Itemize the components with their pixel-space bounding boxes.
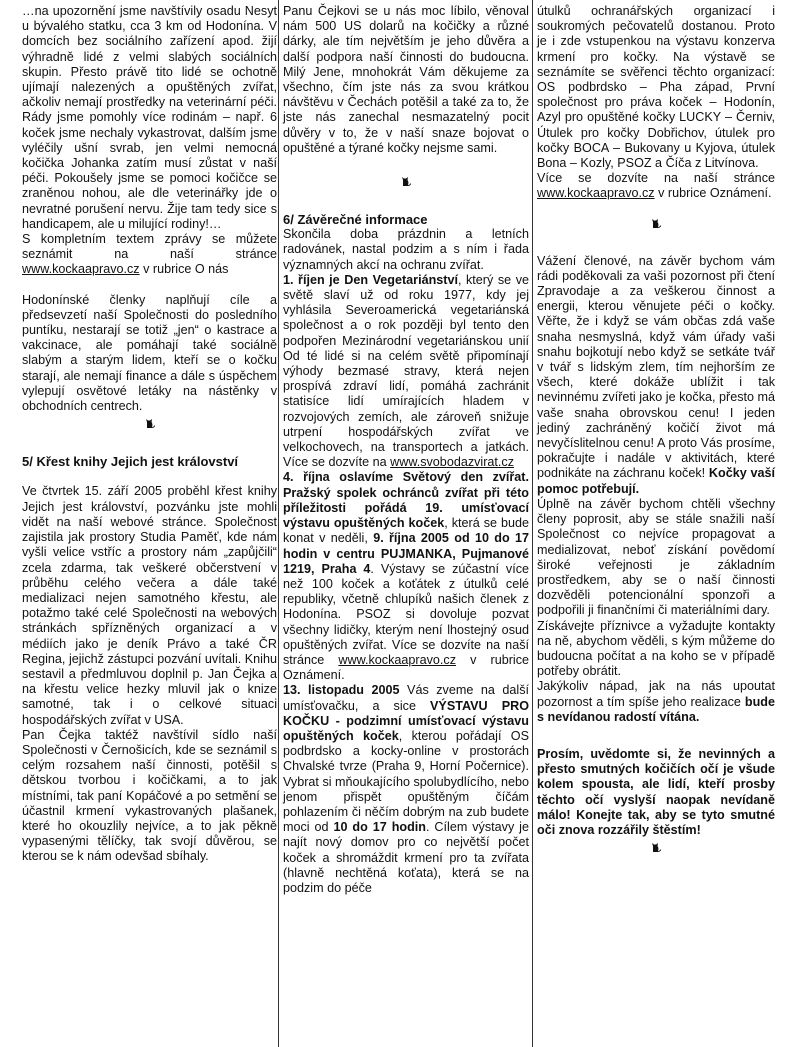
column-divider xyxy=(278,0,279,1047)
animal-day-section: v rubrice Oznámení. xyxy=(283,652,530,683)
ideas-welcome: bude s nevídanou radostí vítána. xyxy=(537,694,775,724)
cejka-thanks-paragraph: Panu Čejkovi se u nás moc líbilo, věnoval nám 500 US dolarů na kočičky a různé dárky, ale tím největším je jeho důvěra a další podpora naší činnosti do budoucna. Milý Jene, mnohokrát Vám děkujeme za všechno, čím jste nás za svou krátkou návštěvu v Čechách potěšil a také za to, že jste nás zanechal nesmazatelný pocit důvěry v to, že v naší snaze bojovat o opuštěné a týrané kočky nejsme sami. xyxy=(283,4,529,155)
thanks-paragraph xyxy=(537,254,775,497)
section-5-heading: 5/ Křest knihy Jejich jest království xyxy=(22,454,239,470)
section-6-heading: 6/ Závěrečné informace xyxy=(283,212,428,228)
vegetarian-day-text: , který se ve světě slaví už od roku 1977, kdy jej vyhlásila Severoamerická vegetariánská společnost a o rok později byl tento den podpořen Mezinárodní vegetariánskou unií Od té lidé si na celém světě připomínají výhody bezmasé stravy, která nejen prospívá zdraví lidí, pomáhá zachránit statisíce lidí umírajících hladem v rozvojových zemích, ale zároveň snižuje utrpení hospodářských zvířat ve velkochovech, na transportech a jatkách. Více se dozvíte na xyxy=(283,272,529,470)
vegetarian-day-paragraph xyxy=(283,273,529,471)
animal-day-title: 4. října oslavíme Světový den zvířat. Pražský spolek ochránců zvířat při této příležitosti pořádá 19. umísťovací výstavu opuštěných koček xyxy=(283,470,529,531)
thanks-text: Vážení členové, na závěr bychom vám rádi poděkovali za vaši pozornost při čtení Zpravodaje a za veškerou činnost a energii, kterou věnujete péči o kočky. Věřte, že i když se vám občas zdá vaše snaha nesmyslná, když vám úřady vaši snahu bojkotují nebo když se setkáte tvář v tvář s lidským zlem, tím nejhorším ze všech, které dokáže ublížit i tak nevinnému zvířeti jako je kočka, přesto má vaše snaha obrovskou cenu! I jeden jediný zachráněný kočičí život má nevyčíslitelnou cenu! A proto Vás prosíme, pokračujte i nadále v aktivitách, které podnikáte na záchranu koček! xyxy=(537,253,775,481)
november-show-details: , kterou pořádají OS podbrdsko a kocky-online v prostorách Chvalské tvrze (Praha 9, Horní Počernice). Vybrat si mňoukajícího spolubydlícího, nebo jenom přispět opuštěným číčám pohlazením či něčím dobrým na zub budete moci od xyxy=(283,728,529,835)
ideas-text: Jakýkoliv nápad, jak na nás upoutat pozornost a tím spíše jeho realizace xyxy=(537,679,775,709)
full-report-text: S kompletním textem zprávy se můžete seznámit na naší stránce xyxy=(22,232,277,262)
vegetarian-day-title: 1. říjen je Den Vegetariánství xyxy=(283,272,458,287)
hodonin-report-paragraph: …na upozornění jsme navštívily osadu Nesyt u bývalého statku, cca 3 km od Hodonína. V domcích bez sociálního zařízení apod. žijí výhradně lidé z velmi slabých sociálních skupin. Přesto právě tito lidé se ochotně ujímají nalezených a opuštěných zvířat, ačkoliv nemají prostředky na veterinární péči. Rády jsme pomohly více rodinám – např. 6 koček jsme nechaly vykastrovat, dalším jsme vyléčily ušní svrab, jen velmi nemocná kočička Johanka zatím musí zůstat v naší péči. Pokoušely jsme se pomoci kočičce se zraněnou nohou, ale dle veterinářky jde o nevratné porušení nervu. Žije tam tedy sice s handicapem, ale u milující rodiny!… xyxy=(22,4,277,231)
hodonin-members-paragraph: Hodonínské členky naplňují cíle a předsevzetí naší Společnosti do posledního puntíku, nestarají se totiž „jen“ o kastrace a vakcinace, ale pomáhají také sociálně slabým a starým lidem, kteří se o kočku starají, ale nemají finance a dále s úspěchem vylepují osvětové letáky na nástěnky v obchodních centrech. xyxy=(22,292,277,414)
cat-icon xyxy=(537,840,775,854)
svobodazvirat-link[interactable]: www.svobodazvirat.cz xyxy=(390,455,515,470)
autumn-intro-paragraph: Skončila doba prázdnin a letních radovánek, nastal podzim a s ním i řada významných akcí na ochranu zvířat. xyxy=(283,227,529,272)
cat-icon xyxy=(283,174,529,188)
full-report-note xyxy=(22,232,277,278)
cat-icon xyxy=(22,416,277,430)
november-show-paragraph xyxy=(283,683,529,896)
more-info-section: v rubrice Oznámení. xyxy=(654,186,772,201)
organizations-paragraph: útulků ochranářských organizací i soukromých pečovatelů dostanou. Proto je i zde vstupenkou na výstavu konzerva krmení pro kočky. Na výstavě se seznámíte se svěřenci těchto organizací: OS podbrdsko – Pha západ, První společnost pro práva koček – Hodonín, Azyl pro opuštěné kočky LUCKY – Černiv, Útulek pro kočky Dobřichov, útulek pro kočky BOCA – Bukovany u Kyjova, útulek Bona – Kozly, PSOZ a Číča z Litvínova. xyxy=(537,4,775,171)
animal-day-venue: 9. října 2005 od 10 do 17 hodin v centru PUJMANKA, Pujmanové 1219, Praha 4 xyxy=(283,531,529,576)
book-launch-paragraph: Ve čtvrtek 15. září 2005 proběhl křest knihy Jejich jest království, pozvánku jste mohli vidět na naší webové stránce. Společnost zajistila jak prostory Studia Paměť, kde nám vyšli velice vstříc a prostory nám „zapůjčili“ zcela zdarma, tak veškeré občerstvení v průběhu celého večera a dále také medializaci nejen samotného křestu, ale potažmo také celé Společnosti na webových stránkách spřízněných organizací a v médiích jako je deník Právo a také ČR Regina, jejichž zástupci pozvání uvítali. Knihu sestavil a předmluvou doplnil p. Jan Čejka a na křestu velice hezky mluvil jak o knize samotné, tak i o celkové situaci hospodářských zvířat v USA. xyxy=(22,484,277,727)
cats-need-help: Kočky vaší pomoc potřebují. xyxy=(537,466,776,496)
november-show-title: VÝSTAVU PRO KOČKU - podzimní umísťovací výstavu opuštěných koček xyxy=(283,698,530,743)
animal-day-paragraph xyxy=(283,470,529,683)
animal-day-text: , která se bude konat v neděli, xyxy=(283,516,529,546)
november-show-date: 13. listopadu 2005 xyxy=(283,683,400,698)
cat-icon xyxy=(537,216,775,230)
more-info-note xyxy=(537,171,775,201)
website-link[interactable]: www.kockaapravo.cz xyxy=(537,186,655,201)
column-2 xyxy=(283,4,529,896)
animal-day-details: . Výstavy se zúčastní více než 100 koček a koťátek z útulků celé republiky, včetně chlupíků našich členek z Hodonína. PSOZ si dovoluje pozvat všechny lidičky, kterým není lhostejný osud opuštěných zvířat. Více se dozvíte na naší stránce xyxy=(283,561,529,667)
website-link[interactable]: www.kockaapravo.cz xyxy=(22,262,140,277)
more-info-text: Více se dozvíte na naší stránce xyxy=(537,171,775,186)
column-1 xyxy=(22,4,277,865)
november-show-goal: . Cílem výstavy je najít nový domov pro co největší počet koček a shromáždit krmení pro ta zvířata (hlavně nechtěná koťata), která se na podzim do péče xyxy=(283,820,529,895)
supporters-paragraph: Získávejte příznivce a vyžadujte kontakty na ně, abychom věděli, s kým můžeme do budoucna počítat a na koho se v případě potřeby obrátit. xyxy=(537,618,775,679)
closing-appeal: Prosím, uvědomte si, že nevinných a přesto smutných kočičích očí je všude kolem spousta, ale lidí, kteří prosby těchto očí vyslyší naopak nevídaně málo! Konejte tak, aby se tyto smutné oči znova rozzářily štěstím! xyxy=(537,746,775,837)
promotion-paragraph: Úplně na závěr bychom chtěli všechny členy poprosit, aby se stále snažili naší Společnost co nejvíce propagovat a medializovat, neboť získání povědomí široké veřejnosti je základním prostředkem, aby se o naší činnosti dozvěděli potencionální sponzoři a podpořili ji finančními či materiálními dary. xyxy=(537,496,775,618)
ideas-paragraph xyxy=(537,679,775,725)
column-divider xyxy=(532,0,533,1047)
column-3 xyxy=(537,4,775,856)
website-link[interactable]: www.kockaapravo.cz xyxy=(338,652,457,667)
november-show-intro: Vás zveme na další umísťovačku, a sice xyxy=(283,683,529,713)
full-report-section: v rubrice O nás xyxy=(139,262,229,277)
november-show-hours: 10 do 17 hodin xyxy=(333,820,426,835)
cejka-visit-paragraph: Pan Čejka taktéž navštívil sídlo naší Společnosti v Černošicích, kde se seznámil s celým rozsahem naší činnosti, potěšil s dětskou tvorbou i kočičkami, a to jak místními, tak paní Kopáčové a po setmění se účastnil krmení vykastrovaných plašanek, které ho okouzlily nejvíce, a to jak pěkně vypasenými tělíčky, tak svojí důvěrou, se kterou se k nám odevšad sbíhaly. xyxy=(22,727,277,864)
